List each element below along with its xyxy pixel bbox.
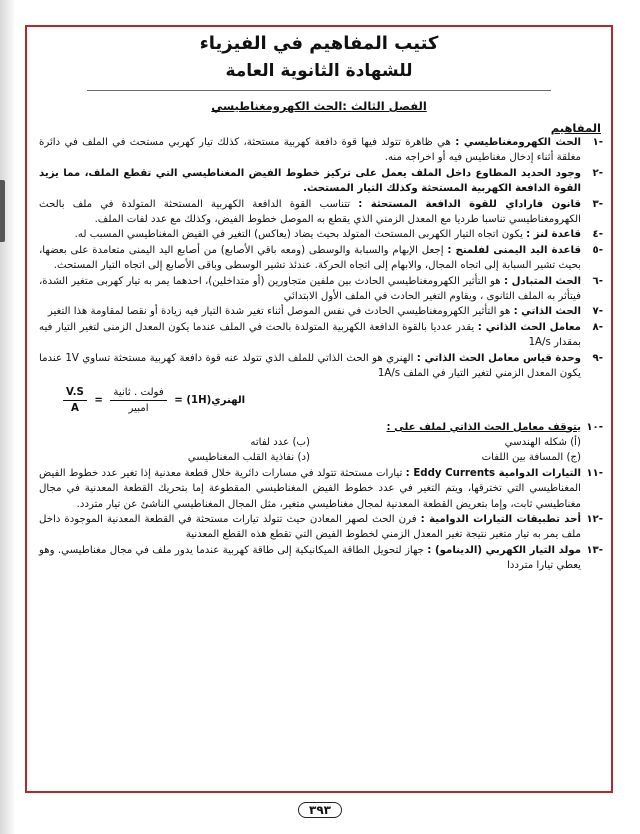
list-item [39, 320, 603, 351]
item-term: الحث الكهرومغناطيسي : [455, 137, 582, 148]
list-item [39, 466, 603, 512]
item-number: -٥ [592, 244, 603, 256]
header-divider [87, 90, 551, 91]
item-text: هي ظاهرة تتولد فيها قوة دافعة كهربية مستحثة، كذلك تيار كهربي مستحث في الملف في دائرة مغلقة أثناء إدخال مغناطيس فيه أو اخراجه منه. [39, 137, 581, 164]
chapter-title: الفصل الثالث :الحث الكهرومغناطيسي [211, 99, 427, 113]
page-number [0, 799, 640, 818]
henry-unit-formula [39, 384, 603, 418]
page-number-label: ٣٩٣ [298, 802, 342, 818]
item-number: -٦ [592, 275, 603, 287]
list-item [39, 543, 603, 574]
list-item [39, 197, 603, 228]
list-item [39, 420, 603, 435]
option-c: (ج) المسافة بين اللفات [481, 452, 581, 464]
item-text: الهنري هو الحث الذاتي للملف الذي تتولد عنه قوة دافعة كهربية مستحثة تساوي 1V عندما يكون المعدل الزمني لتغير التيار في الملف 1A/s [39, 352, 581, 380]
item-term: الحث الذاتي : [513, 306, 581, 318]
item-term: أحد تطبيقات التيارات الدوامية : [420, 513, 581, 525]
option-d: (د) نفاذية القلب المغناطيسي [187, 452, 310, 464]
section-heading: المفاهيم [550, 121, 601, 135]
fraction-denominator: امبير [128, 403, 149, 414]
concepts-list [39, 135, 603, 574]
item-number: -٨ [592, 321, 603, 333]
list-item [39, 351, 603, 382]
item-number: -١١ [586, 467, 603, 479]
fraction-numerator: V.S [63, 385, 87, 401]
item-number: -٤ [592, 229, 603, 241]
item-text: إجعل الإبهام والسبابة والوسطى (ومعه باقي الأصابع) من أصابع اليد اليمنى متعامدة على بعضها، بحيث تشير السبابة إلى اتجاه المجال، والابهام إلى اتجاه الحركة. عندئذ تشير الوسطى وباقى الأصابع إلى اتجاه التيار المستحث. [39, 244, 581, 272]
item-term: قانون فاراداي للقوة الدافعة المستحثة : [358, 198, 581, 210]
book-title: كتيب المفاهيم في الفيزياء [199, 33, 439, 54]
item-term: مولد التيار الكهربي (الدينامو) : [427, 544, 581, 556]
scan-edge-shadow [0, 0, 14, 834]
item-term: قاعدة لنز : [526, 229, 581, 241]
item-text: هو التأثير الكهرومغناطيسي الحادث في نفس الموصل أثناء تغير شدة التيار فيه زيادة أو نقصا لمقاومة هذا التغير [47, 306, 514, 318]
item-text: تتناسب القوة الدافعة الكهربية المستحثة المتولدة في ملف بالحث الكهرومغناطيسي تناسبا طرديا مع المعدل الزمني الذي يقطع به الموصل خطوط الفيض، وكذلك مع عدد لفات الملف. [39, 198, 581, 226]
fraction-numerator: فولت . ثانية [110, 385, 166, 401]
item-term: قاعدة اليد اليمنى لفلمنج : [447, 244, 581, 256]
fraction-denominator: A [70, 403, 79, 414]
formula-fraction-units [63, 385, 87, 417]
item-number: -١ [592, 137, 603, 148]
item-text: فرن الحث لصهر المعادن حيث تتولد تيارات مستحثة في القطعة المعدنية الموجودة داخل ملف يمر به تيار متغير نتيجة تغير المعدل الزمني لخطوط الفيض التي تقطع هذه القطع المعدنية [39, 513, 581, 541]
item-number: -٢ [592, 167, 603, 179]
formula-fraction-words [110, 385, 166, 417]
item-term: يتوقف معامل الحث الذاتي لملف على : [386, 421, 581, 433]
item-number: -١٢ [586, 513, 603, 525]
item-text: يكون اتجاه التيار الكهربى المستحث المتولد بحيث يضاد (يعاكس) التغير في الفيض المغناطيسي المسبب له. [74, 229, 527, 241]
list-item [39, 274, 603, 305]
binder-clip [0, 180, 5, 242]
list-item [39, 304, 603, 319]
factor-options [39, 435, 603, 466]
item-text: جهاز لتحويل الطاقة الميكانيكية إلى طاقة كهربية عندما يدور ملف في مجال مغناطيسي. وهو يعطي تيارا مترددا [39, 544, 581, 572]
item-text: تيارات مستحثة تتولد في مسارات دائرية خلال قطعة معدنية إذا تغير عدد خطوط الفيض المغناطيسي التي تخترقها، ويتم التغير في عدد خطوط الفيض المغناطيسي المقطوعة إما بتحريك القطعة المعدنية في مجال مغناطيسي ثابت، وإما بتعريض القطعة المعدنية لمجال مغناطيسي متغير، مثل المجال المغناطيسي الناشئ عن تيار متردد. [39, 467, 581, 510]
option-a: (أ) شكله الهندسي [504, 436, 581, 448]
item-text: هو التأثير الكهرومغناطيسي الحادث بين ملفين متجاورين (أو متداخلين)، احدهما يمر به تيار كهربى متغير الشدة، فيتأثر به الملف الثانوى ، ويقاوم التغير الحادث في الملف الأول الابتدائي [39, 275, 581, 303]
item-text: يقدر عدديا بالقوة الدافعة الكهربية المتولدة بالحث في الملف عندما يكون المعدل الزمنى لتغير التيار فيه بمقدار 1A/s [39, 321, 581, 349]
book-subtitle: للشهادة الثانوية العامة [225, 61, 413, 81]
list-item [39, 135, 603, 166]
list-item [39, 166, 603, 197]
list-item [39, 227, 603, 242]
item-term: الحث المتبادل : [503, 275, 582, 287]
item-number: -١٣ [586, 544, 603, 556]
formula-lhs: الهنري(1H) [186, 394, 246, 406]
option-b: (ب) عدد لفاته [250, 436, 310, 448]
item-term: معامل الحث الذاتي : [477, 321, 581, 333]
equals-sign: = [90, 394, 107, 406]
page-frame [25, 25, 613, 793]
list-item [39, 512, 603, 543]
item-number: -٧ [592, 306, 603, 318]
item-term: التيارات الدوامية Eddy Currents : [405, 467, 582, 479]
item-number: -٩ [592, 352, 603, 364]
item-text: وجود الحديد المطاوع داخل الملف يعمل على تركيز خطوط الفيض المغناطيسي التي تقطع الملف، مما يزيد القوة الدافعة الكهربية المستحثة وكذلك التيار المستحث. [39, 167, 581, 195]
item-number: -١٠ [586, 421, 603, 433]
item-number: -٣ [592, 198, 603, 210]
list-item [39, 243, 603, 274]
equals-sign: = [170, 394, 187, 406]
item-term: وحدة قياس معامل الحث الذاتي : [416, 352, 581, 364]
